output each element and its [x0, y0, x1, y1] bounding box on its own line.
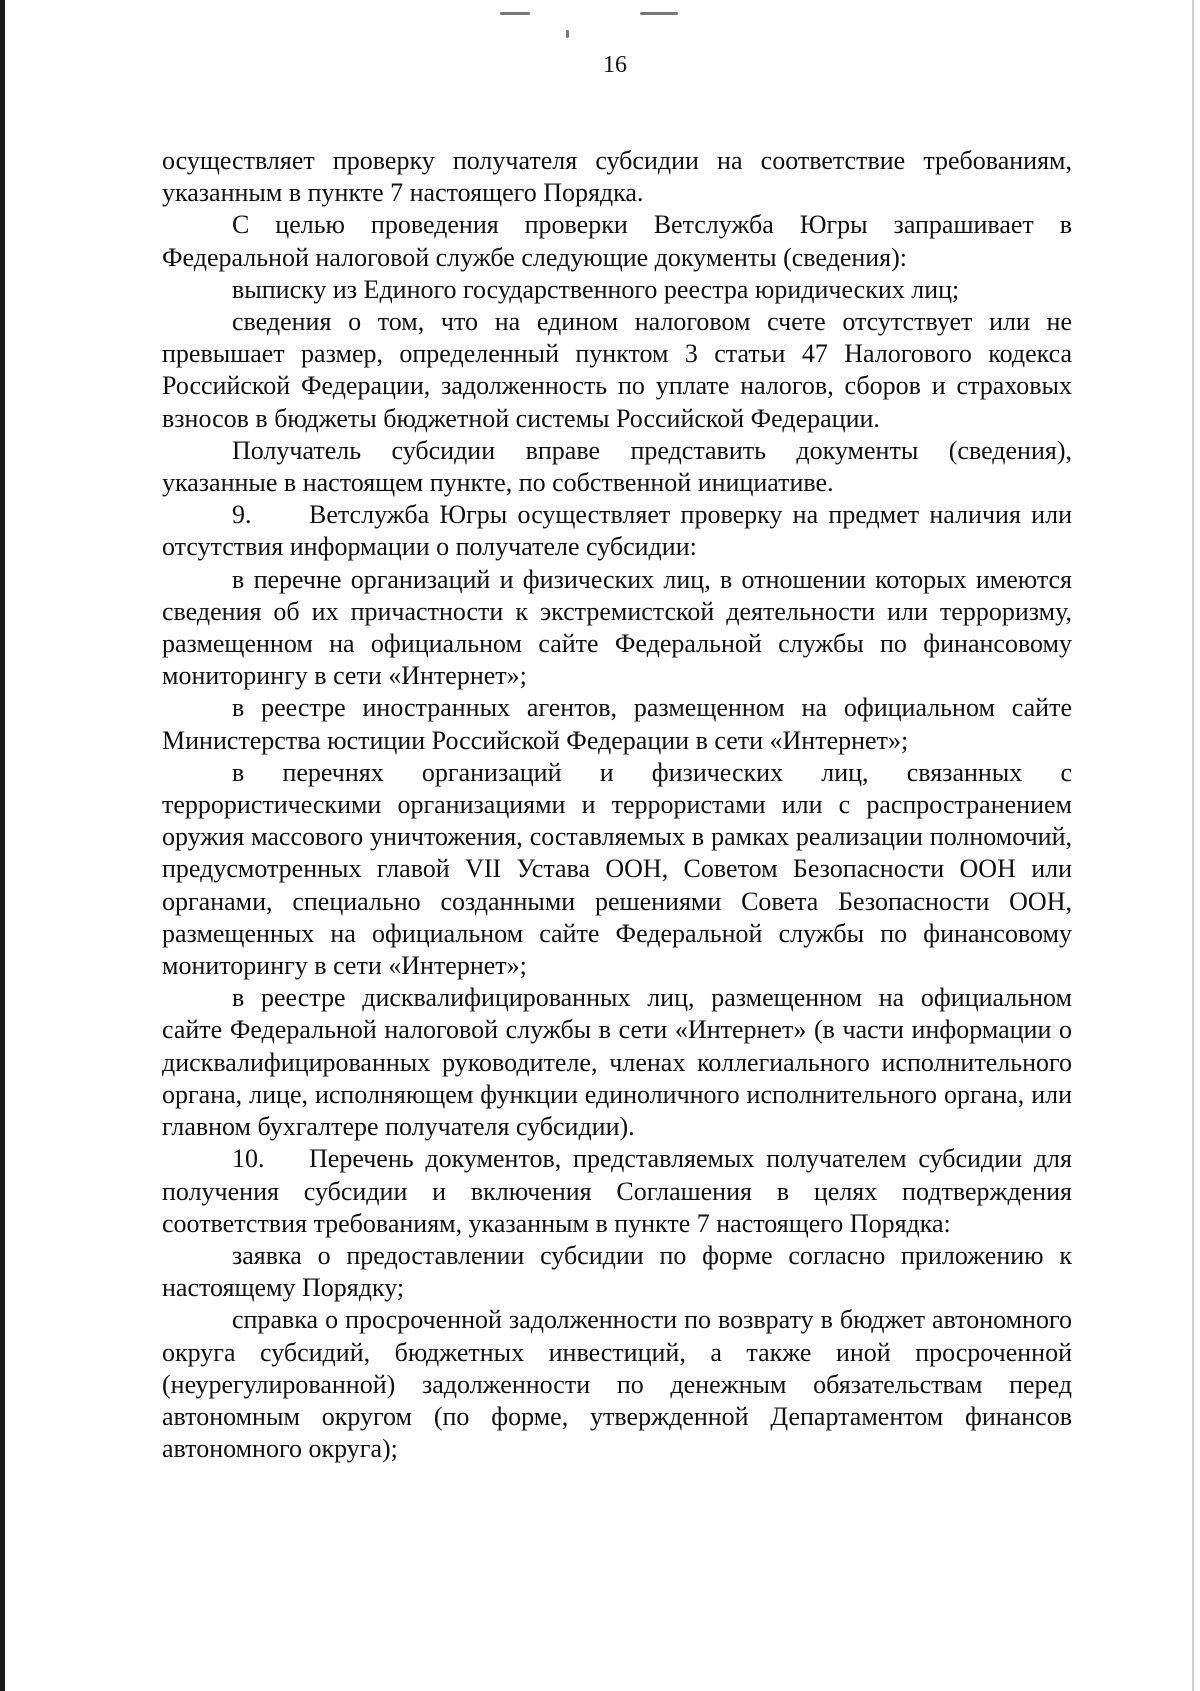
paragraph-13 [162, 1304, 1072, 1465]
paragraph-1 [162, 145, 1072, 209]
paragraph-text: осуществляет проверку получателя субсидии на соответствие требованиям, указанным в пункте 7 настоящего Порядка. [162, 146, 1072, 208]
paragraph-7 [162, 564, 1072, 693]
scan-border-left [0, 0, 5, 1691]
paragraph-text: Перечень документов, представляемых получателем субсидии для получения субсидии и включения Соглашения в целях подтверждения соответствия требованиям, указанным в пункте 7 настоящего Порядка: [162, 1144, 1072, 1238]
scan-border-right [1192, 0, 1194, 1691]
paragraph-12 [162, 1240, 1072, 1304]
document-body [162, 145, 1072, 1465]
clause-number: 9. [232, 500, 252, 530]
clause-number: 10. [232, 1144, 265, 1174]
paragraph-5 [162, 435, 1072, 499]
paragraph-text: в реестре дисквалифицированных лиц, размещенном на официальном сайте Федеральной налоговой службы в сети «Интернет» (в части информации о дисквалифицированных руководителе, членах коллегиального исполнительного органа, лице, исполняющем функции единоличного исполнительного органа, или главном бухгалтере получателя субсидии). [162, 983, 1072, 1142]
scan-speck [500, 12, 530, 15]
scan-speck [640, 12, 678, 15]
paragraph-text: в перечнях организаций и физических лиц, связанных с террористическими организациями и террористами или с распространением оружия массового уничтожения, составляемых в рамках реализации полномочий, предусмотренных главой VII Устава ООН, Советом Безопасности ООН или органами, специально созданными решениями Совета Безопасности ООН, размещенных на официальном сайте Федеральной службы по финансовому мониторингу в сети «Интернет»; [162, 757, 1072, 981]
page-number: 16 [603, 52, 627, 78]
paragraph-9 [162, 757, 1072, 982]
paragraph-4 [162, 306, 1072, 435]
paragraph-8 [162, 692, 1072, 756]
paragraph-11 [162, 1143, 1072, 1240]
paragraph-text: Ветслужба Югры осуществляет проверку на предмет наличия или отсутствия информации о получателе субсидии: [162, 500, 1072, 562]
paragraph-text: выписку из Единого государственного реестра юридических лиц; [232, 274, 960, 304]
paragraph-3 [162, 274, 1072, 306]
paragraph-text: заявка о предоставлении субсидии по форме согласно приложению к настоящему Порядку; [162, 1240, 1072, 1303]
paragraph-text: Получатель субсидии вправе представить документы (сведения), указанные в настоящем пункте, по собственной инициативе. [162, 435, 1072, 498]
paragraph-text: сведения о том, что на едином налоговом счете отсутствует или не превышает размер, определенный пунктом 3 статьи 47 Налогового кодекса Российской Федерации, задолженность по уплате налогов, сборов и страховых взносов в бюджеты бюджетной системы Российской Федерации. [162, 307, 1072, 433]
paragraph-6 [162, 499, 1072, 563]
paragraph-text: в перечне организаций и физических лиц, в отношении которых имеются сведения об их причастности к экстремистской деятельности или терроризму, размещенном на официальном сайте Федеральной службы по финансовому мониторингу в сети «Интернет»; [162, 564, 1072, 691]
paragraph-2 [162, 209, 1072, 273]
scan-speck [566, 30, 569, 38]
paragraph-text: справка о просроченной задолженности по возврату в бюджет автономного округа субсидий, бюджетных инвестиций, а также иной просроченной (неурегулированной) задолженности по денежным обязательствам перед автономным округом (по форме, утвержденной Департаментом финансов автономного округа); [162, 1305, 1072, 1464]
paragraph-10 [162, 982, 1072, 1143]
paragraph-text: С целью проведения проверки Ветслужба Югры запрашивает в Федеральной налоговой службе следующие документы (сведения): [162, 210, 1072, 272]
paragraph-text: в реестре иностранных агентов, размещенном на официальном сайте Министерства юстиции Российской Федерации в сети «Интернет»; [162, 693, 1072, 755]
